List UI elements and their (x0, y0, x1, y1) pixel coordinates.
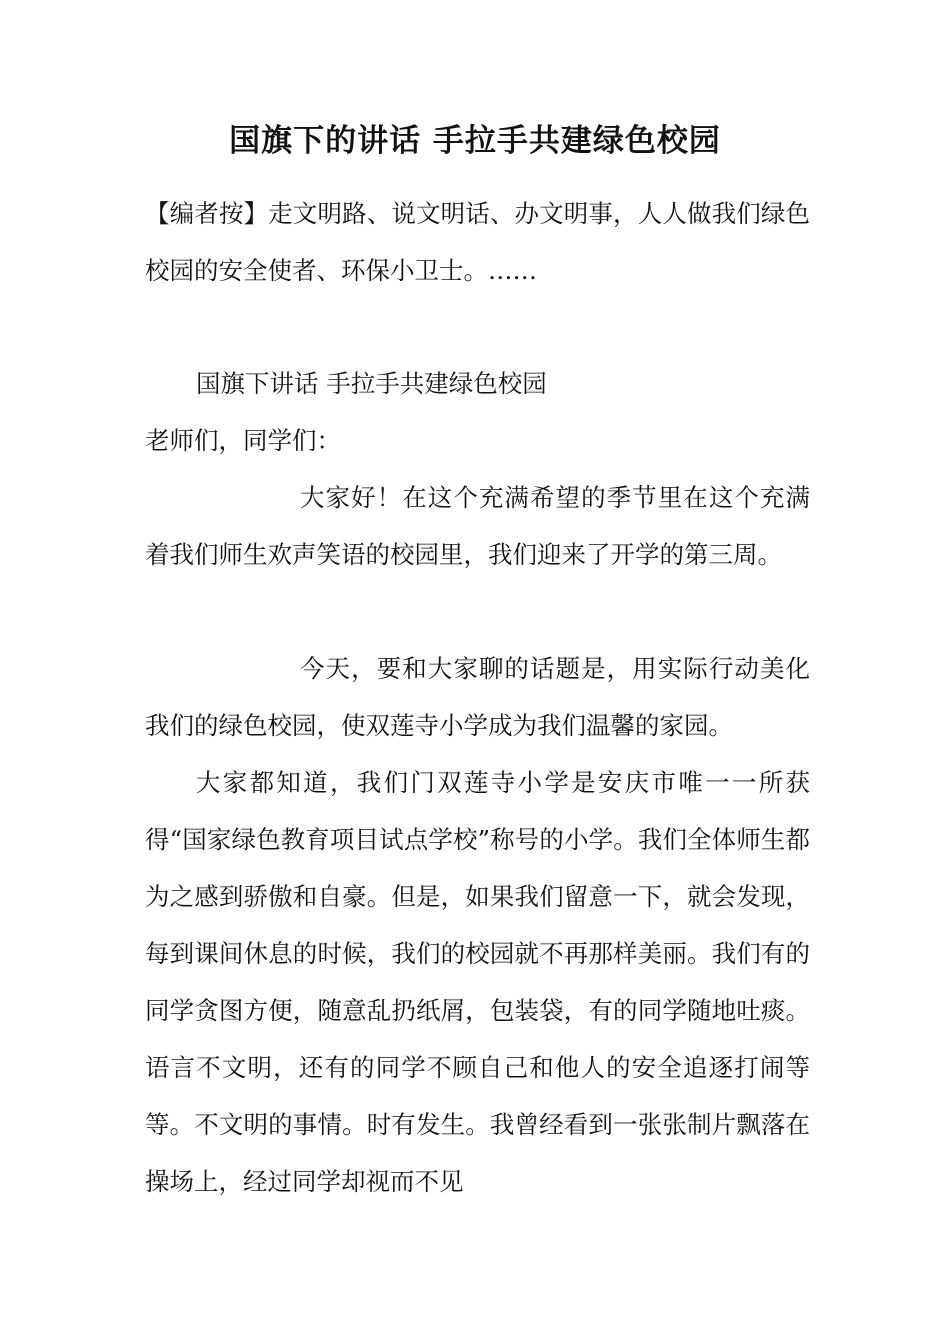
editor-note: 【编者按】走文明路、说文明话、办文明事，人人做我们绿色校园的安全使者、环保小卫士。…… (145, 199, 810, 285)
document-title: 国旗下的讲话 手拉手共建绿色校园 (229, 123, 721, 159)
paragraph-1: 大家好！在这个充满希望的季节里在这个充满着我们师生欢声笑语的校园里，我们迎来了开学的第三周。 (145, 483, 810, 569)
greeting: 老师们，同学们： (145, 426, 341, 455)
speech-subtitle: 国旗下讲话 手拉手共建绿色校园 (196, 369, 547, 398)
paragraph-2: 今天，要和大家聊的话题是，用实际行动美化我们的绿色校园，使双莲寺小学成为我们温馨的家园。 (145, 654, 810, 740)
paragraph-3: 大家都知道，我们门双莲寺小学是安庆市唯一一所获得“国家绿色教育项目试点学校”称号的小学。我们全体师生都为之感到骄傲和自豪。但是，如果我们留意一下，就会发现，每到课间休息的时候，我们的校园就不再那样美丽。我们有的同学贪图方便，随意乱扔纸屑，包装袋，有的同学随地吐痰。语言不文明，还有的同学不顾自己和他人的安全追逐打闹等等。不文明的事情。时有发生。我曾经看到一张张制片飘落在操场上，经过同学却视而不见 (145, 768, 810, 1196)
